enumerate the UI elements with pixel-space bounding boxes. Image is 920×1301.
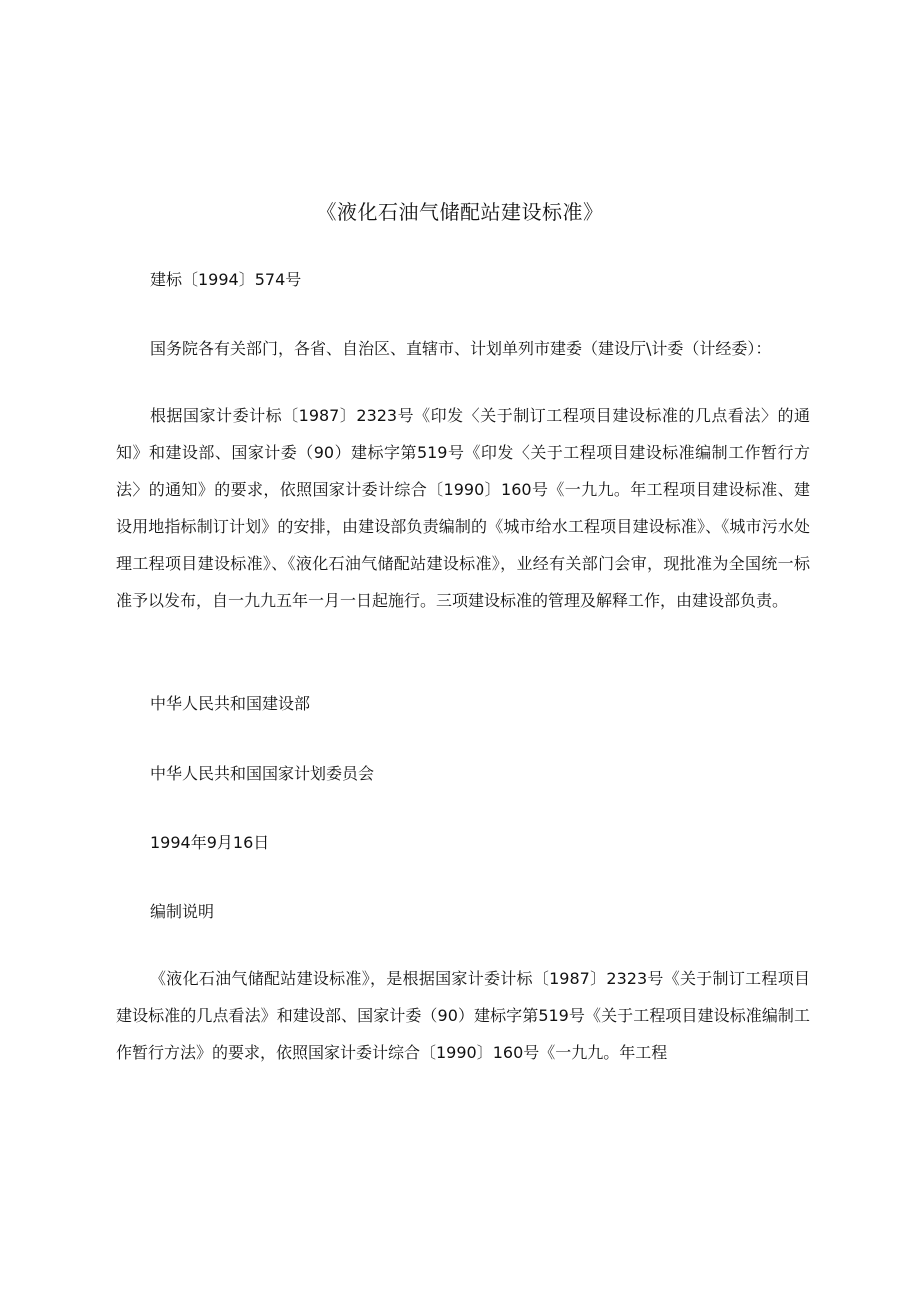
issuer-planning-commission: 中华人民共和国国家计划委员会 (150, 764, 375, 783)
issue-date: 1994年9月16日 (150, 833, 270, 852)
recipients-line: 国务院各有关部门，各省、自治区、直辖市、计划单列市建委（建设厅\计委（计经委）： (150, 339, 772, 358)
document-number: 建标〔1994〕574号 (150, 270, 302, 289)
document-title: 《液化石油气储配站建设标准》 (316, 200, 604, 224)
section-paragraph: 《液化石油气储配站建设标准》，是根据国家计委计标〔1987〕2323号《关于制订工程项目建设标准的几点看法》和建设部、国家计委（90）建标字第519号《关于工程项目建设标准编制工作暂行方法》的要求，依照国家计委计综合〔1990〕160号《一九九。年工程 (116, 969, 810, 1062)
body-paragraph: 根据国家计委计标〔1987〕2323号《印发〈关于制订工程项目建设标准的几点看法〉的通知》和建设部、国家计委（90）建标字第519号《印发〈关于工程项目建设标准编制工作暂行方法〉的通知》的要求，依照国家计委计综合〔1990〕160号《一九九。年工程项目建设标准、建设用地指标制订计划》的安排，由建设部负责编制的《城市给水工程项目建设标准》、《城市污水处理工程项目建设标准》、《液化石油气储配站建设标准》，业经有关部门会审，现批准为全国统一标准予以发布，自一九九五年一月一日起施行。三项建设标准的管理及解释工作，由建设部负责。 (116, 406, 810, 610)
issuer-ministry-construction: 中华人民共和国建设部 (150, 694, 311, 713)
section-heading: 编制说明 (150, 902, 215, 921)
